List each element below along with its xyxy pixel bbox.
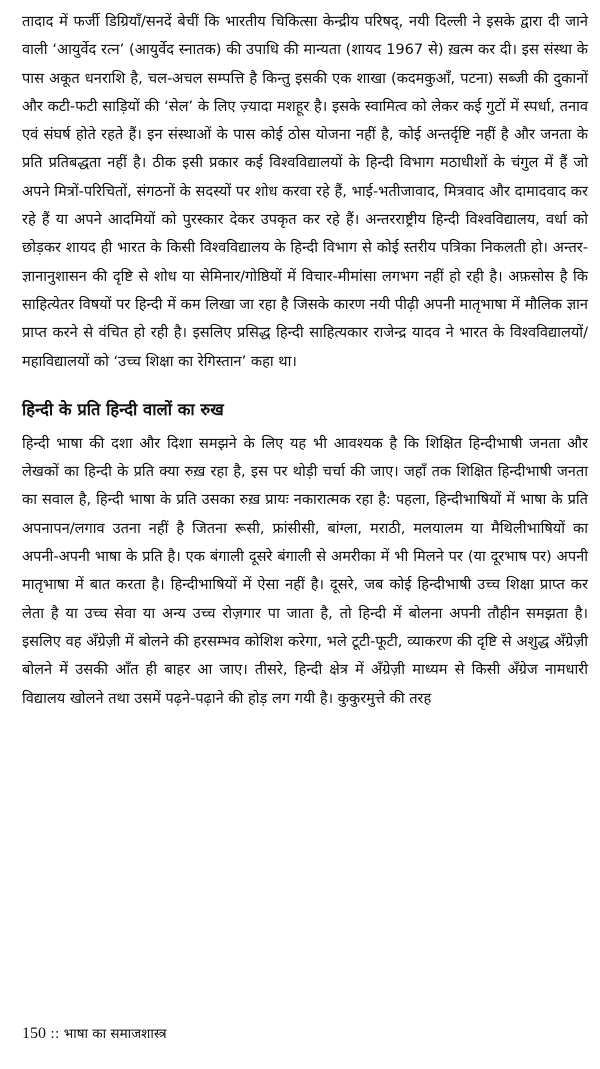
footer-separator: ::	[50, 1026, 60, 1042]
paragraph-1: तादाद में फर्जी डिग्रियाँ/सनदें बेचीं कि भारतीय चिकित्सा केन्द्रीय परिषद्, नयी दिल्ली ने इसके द्वारा दी जाने वाली ‘आयुर्वेद रत्न’ (आयुर्वेद स्नातक) की उपाधि की मान्यता (शायद 1967 से) ख़त्म कर दी। इस संस्था के पास अकूत धनराशि है, चल-अचल सम्पत्ति है किन्तु इसकी एक शाखा (कदमकुआँ, पटना) सब्जी की दुकानों और कटी-फटी साड़ियों की ‘सेल’ के लिए ज़्यादा मशहूर है। इसके स्वामित्व को लेकर कई गुटों में स्पर्धा, तनाव एवं संघर्ष होते रहते हैं। इन संस्थाओं के पास कोई ठोस योजना नहीं है, कोई अन्तर्दृष्टि नहीं है और जनता के प्रति प्रतिबद्धता नहीं है। ठीक इसी प्रकार कई विश्वविद्यालयों के हिन्दी विभाग मठाधीशों के चंगुल में हैं जो अपने मित्रों-परिचितों, संगठनों के सदस्यों पर शोध करवा रहे हैं, भाई-भतीजावाद, मित्रवाद और दामादवाद कर रहे हैं या अपने आदमियों को पुरस्कार देकर उपकृत कर रहे हैं। अन्तरराष्ट्रीय हिन्दी विश्वविद्यालय, वर्धा को छोड़कर शायद ही भारत के किसी विश्वविद्यालय के हिन्दी विभाग से कोई स्तरीय पत्रिका निकलती हो। अन्तर-ज्ञानानुशासन की दृष्टि से शोध या सेमिनार/गोष्ठियों में विचार-मीमांसा लगभग नहीं हो रही है। अफ़सोस है कि साहित्येतर विषयों पर हिन्दी में कम लिखा जा रहा है जिसके कारण नयी पीढ़ी अपनी मातृभाषा में मौलिक ज्ञान प्राप्त करने से वंचित हो रही है। इसलिए प्रसिद्ध हिन्दी साहित्यकार राजेन्द्र यादव ने भारत के विश्वविद्यालयों/महाविद्यालयों को ‘उच्च शिक्षा का रेगिस्तान’ कहा था।	[22, 13, 588, 370]
section-heading: हिन्दी के प्रति हिन्दी वालों का रुख	[22, 399, 224, 419]
book-title: भाषा का समाजशास्त्र	[63, 1026, 167, 1042]
page-number: 150	[22, 1025, 46, 1042]
page-body	[22, 8, 588, 713]
page-footer	[22, 1024, 167, 1044]
paragraph-2: हिन्दी भाषा की दशा और दिशा समझने के लिए यह भी आवश्यक है कि शिक्षित हिन्दीभाषी जनता और लेखकों का हिन्दी के प्रति क्या रुख़ रहा है, इस पर थोड़ी चर्चा की जाए। जहाँ तक शिक्षित हिन्दीभाषी जनता का सवाल है, हिन्दी भाषा के प्रति उसका रुख़ प्रायः नकारात्मक रहा है: पहला, हिन्दीभाषियों में भाषा के प्रति अपनापन/लगाव उतना नहीं है जितना रूसी, फ्रांसीसी, बांग्ला, मराठी, मलयालम या मैथिलीभाषियों का अपनी-अपनी भाषा के प्रति है। एक बंगाली दूसरे बंगाली से अमरीका में भी मिलने पर (या दूरभाष पर) अपनी मातृभाषा में बात करता है। हिन्दीभाषियों में ऐसा नहीं है। दूसरे, जब कोई हिन्दीभाषी उच्च शिक्षा प्राप्त कर लेता है या उच्च सेवा या अन्य उच्च रोज़गार पा जाता है, तो हिन्दी में बोलना अपनी तौहीन समझता है। इसलिए वह अँग्रेज़ी में बोलने की हरसम्भव कोशिश करेगा, भले टूटी-फूटी, व्याकरण की दृष्टि से अशुद्ध अँग्रेज़ी बोलने में उसकी आँत ही बाहर आ जाए। तीसरे, हिन्दी क्षेत्र में अँग्रेज़ी माध्यम से किसी अँग्रेज नामधारी विद्यालय खोलने तथा उसमें पढ़ने-पढ़ाने की होड़ लग गयी है। कुकुरमुत्ते की तरह	[22, 434, 588, 707]
